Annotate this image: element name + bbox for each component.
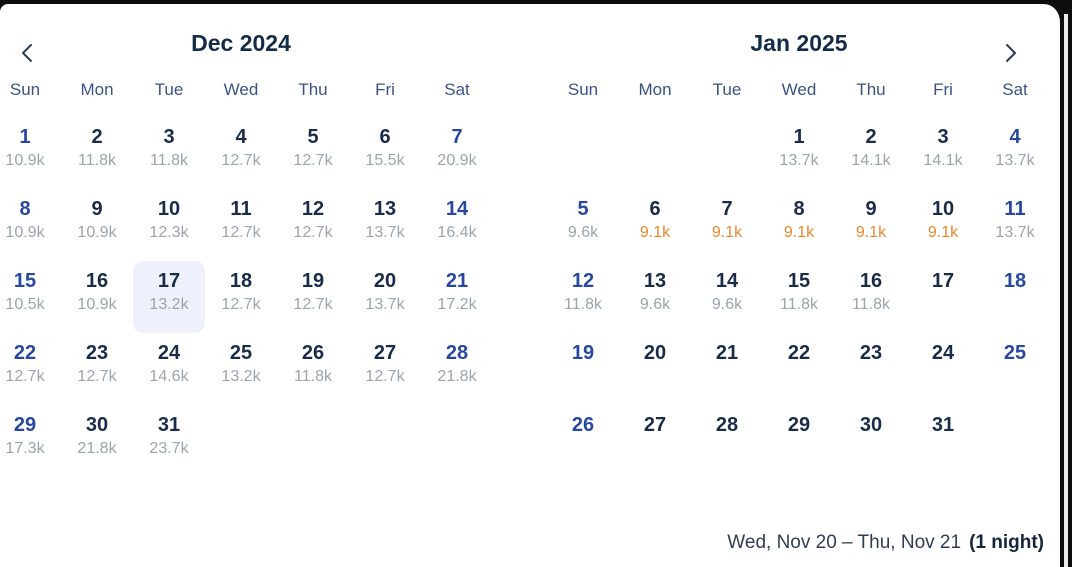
day-price: 15.5k — [365, 152, 405, 169]
day-number: 14 — [445, 198, 469, 220]
day-number: 1 — [793, 126, 805, 148]
month-dec-2024 — [0, 4, 493, 477]
day-number: 16 — [859, 270, 883, 292]
month-title: Dec 2024 — [191, 30, 291, 56]
day-number: 23 — [859, 342, 883, 364]
weekday-label: Wed — [781, 80, 817, 99]
day-cell[interactable] — [349, 189, 421, 261]
day-number: 10 — [931, 198, 955, 220]
weekday-label: Thu — [856, 80, 886, 99]
day-price: 12.7k — [77, 368, 117, 385]
day-price: 9.6k — [711, 296, 743, 313]
day-price: 11.8k — [294, 368, 332, 385]
day-cell[interactable] — [907, 405, 979, 477]
day-cell[interactable] — [0, 261, 61, 333]
day-number: 13 — [643, 270, 667, 292]
day-cell[interactable] — [907, 261, 979, 333]
day-number: 28 — [715, 414, 739, 436]
day-number: 26 — [301, 342, 325, 364]
weekday-header-row — [547, 80, 1051, 100]
day-cell[interactable] — [421, 189, 493, 261]
date-picker-panel — [0, 4, 1062, 567]
month-jan-2025 — [547, 4, 1051, 477]
day-cell[interactable] — [619, 405, 691, 477]
day-number: 31 — [157, 414, 181, 436]
day-number: 12 — [571, 270, 595, 292]
day-price: 9.1k — [711, 224, 743, 241]
day-cell[interactable] — [835, 261, 907, 333]
day-number: 30 — [859, 414, 883, 436]
day-cell[interactable] — [61, 117, 133, 189]
day-cell[interactable] — [277, 117, 349, 189]
day-cell[interactable] — [205, 189, 277, 261]
day-cell[interactable] — [277, 189, 349, 261]
day-number: 6 — [649, 198, 661, 220]
day-price: 12.3k — [149, 224, 189, 241]
day-number: 22 — [13, 342, 37, 364]
day-cell[interactable] — [691, 261, 763, 333]
day-cell[interactable] — [349, 333, 421, 405]
day-cell[interactable] — [835, 333, 907, 405]
day-cell[interactable] — [907, 333, 979, 405]
day-cell[interactable] — [763, 405, 835, 477]
day-number: 20 — [643, 342, 667, 364]
weekday-label: Fri — [933, 80, 953, 99]
day-number: 28 — [445, 342, 469, 364]
day-cell[interactable] — [979, 261, 1051, 333]
day-price: 12.7k — [221, 224, 261, 241]
weekday-label: Tue — [712, 80, 742, 99]
day-number: 10 — [157, 198, 181, 220]
day-number: 13 — [373, 198, 397, 220]
day-cell[interactable] — [349, 261, 421, 333]
day-number: 2 — [865, 126, 877, 148]
day-price: 12.7k — [293, 296, 333, 313]
day-price: 23.7k — [149, 440, 189, 457]
day-cell[interactable] — [763, 117, 835, 189]
day-price: 12.7k — [293, 224, 333, 241]
day-price: 13.7k — [995, 224, 1035, 241]
selected-date-range — [727, 532, 1044, 554]
day-cell[interactable] — [0, 189, 61, 261]
day-price: 9.1k — [639, 224, 671, 241]
date-range-text: Wed, Nov 20 – Thu, Nov 21 — [727, 532, 962, 553]
day-price: 13.7k — [365, 296, 405, 313]
day-cell[interactable] — [907, 117, 979, 189]
day-number: 29 — [13, 414, 37, 436]
day-price: 17.3k — [5, 440, 45, 457]
day-price: 10.9k — [5, 224, 45, 241]
day-number: 16 — [85, 270, 109, 292]
day-price: 9.1k — [855, 224, 887, 241]
day-cell[interactable] — [835, 189, 907, 261]
day-cell[interactable] — [421, 117, 493, 189]
day-number: 6 — [379, 126, 391, 148]
day-cell[interactable] — [619, 261, 691, 333]
day-price: 11.8k — [780, 296, 818, 313]
weekday-header-row — [0, 80, 493, 100]
weekday-label: Sat — [444, 80, 470, 99]
day-cell[interactable] — [763, 189, 835, 261]
day-price: 13.7k — [365, 224, 405, 241]
day-cell[interactable] — [61, 261, 133, 333]
day-price: 10.9k — [5, 152, 45, 169]
day-number: 19 — [571, 342, 595, 364]
day-number: 14 — [715, 270, 739, 292]
day-price: 11.8k — [852, 296, 890, 313]
month-title: Jan 2025 — [750, 30, 848, 56]
day-number: 5 — [577, 198, 589, 220]
day-cell[interactable] — [349, 117, 421, 189]
day-cell[interactable] — [619, 333, 691, 405]
weekday-label: Tue — [154, 80, 184, 99]
day-cell[interactable] — [421, 333, 493, 405]
day-cell[interactable] — [61, 333, 133, 405]
day-price: 12.7k — [293, 152, 333, 169]
day-cell[interactable] — [61, 189, 133, 261]
day-cell[interactable] — [547, 405, 619, 477]
day-cell[interactable] — [835, 117, 907, 189]
day-cell[interactable] — [61, 405, 133, 477]
day-cell[interactable] — [277, 261, 349, 333]
day-number: 12 — [301, 198, 325, 220]
day-number: 24 — [931, 342, 955, 364]
day-cell[interactable] — [133, 189, 205, 261]
weekday-label: Mon — [638, 80, 672, 99]
day-price: 12.7k — [5, 368, 45, 385]
day-price: 9.6k — [639, 296, 671, 313]
day-price: 16.4k — [437, 224, 477, 241]
day-number: 21 — [715, 342, 739, 364]
weekday-label: Wed — [223, 80, 259, 99]
day-number: 9 — [865, 198, 877, 220]
day-number: 4 — [1009, 126, 1021, 148]
day-cell[interactable] — [133, 333, 205, 405]
day-number: 22 — [787, 342, 811, 364]
day-number: 27 — [373, 342, 397, 364]
day-number: 25 — [1003, 342, 1027, 364]
day-number: 7 — [721, 198, 733, 220]
day-price: 12.7k — [365, 368, 405, 385]
day-number: 4 — [235, 126, 247, 148]
day-cell[interactable] — [0, 333, 61, 405]
day-cell[interactable] — [547, 261, 619, 333]
calendar-grid — [547, 117, 1051, 477]
day-number: 5 — [307, 126, 319, 148]
day-price: 9.1k — [927, 224, 959, 241]
day-cell[interactable] — [0, 405, 61, 477]
day-cell[interactable] — [691, 405, 763, 477]
day-price: 21.8k — [437, 368, 477, 385]
day-number: 8 — [19, 198, 31, 220]
day-price: 17.2k — [437, 296, 477, 313]
day-number: 11 — [230, 198, 252, 220]
day-cell[interactable] — [979, 333, 1051, 405]
day-number: 27 — [643, 414, 667, 436]
day-price: 13.7k — [779, 152, 819, 169]
day-number: 8 — [793, 198, 805, 220]
day-number: 2 — [91, 126, 103, 148]
day-cell[interactable] — [205, 333, 277, 405]
day-cell[interactable] — [0, 117, 61, 189]
day-number: 7 — [451, 126, 463, 148]
day-price: 13.2k — [221, 368, 261, 385]
weekday-label: Mon — [80, 80, 114, 99]
weekday-label: Sun — [9, 80, 41, 99]
day-cell[interactable] — [691, 333, 763, 405]
day-price: 11.8k — [150, 152, 188, 169]
day-cell[interactable] — [277, 333, 349, 405]
day-number: 3 — [163, 126, 175, 148]
day-price: 13.7k — [995, 152, 1035, 169]
day-price: 12.7k — [221, 296, 261, 313]
day-price: 13.2k — [149, 296, 189, 313]
day-cell[interactable] — [763, 333, 835, 405]
day-price: 9.6k — [567, 224, 599, 241]
day-number: 19 — [301, 270, 325, 292]
weekday-label: Fri — [375, 80, 395, 99]
nights-count: (1 night) — [969, 532, 1044, 553]
day-price: 10.5k — [5, 296, 45, 313]
day-cell[interactable] — [907, 189, 979, 261]
day-cell[interactable] — [547, 189, 619, 261]
day-price: 10.9k — [77, 296, 117, 313]
day-number: 29 — [787, 414, 811, 436]
day-number: 17 — [157, 270, 181, 292]
day-cell[interactable] — [835, 405, 907, 477]
day-cell[interactable] — [547, 333, 619, 405]
day-cell[interactable] — [205, 261, 277, 333]
weekday-label: Sun — [567, 80, 599, 99]
background-sliver — [1064, 14, 1068, 567]
day-price: 14.1k — [851, 152, 891, 169]
day-number: 25 — [229, 342, 253, 364]
day-cell[interactable] — [691, 189, 763, 261]
day-number: 24 — [157, 342, 181, 364]
day-price: 11.8k — [564, 296, 602, 313]
day-price: 12.7k — [221, 152, 261, 169]
day-number: 20 — [373, 270, 397, 292]
day-price: 10.9k — [77, 224, 117, 241]
day-number: 26 — [571, 414, 595, 436]
day-number: 15 — [787, 270, 811, 292]
day-number: 17 — [931, 270, 955, 292]
day-number: 23 — [85, 342, 109, 364]
day-cell[interactable] — [205, 117, 277, 189]
day-number: 9 — [91, 198, 103, 220]
day-cell[interactable] — [619, 189, 691, 261]
day-number: 18 — [229, 270, 253, 292]
day-cell[interactable] — [763, 261, 835, 333]
day-cell[interactable] — [133, 405, 205, 477]
day-number: 21 — [445, 270, 469, 292]
day-price: 14.1k — [923, 152, 963, 169]
day-cell[interactable] — [979, 117, 1051, 189]
day-price: 14.6k — [149, 368, 189, 385]
day-price: 21.8k — [77, 440, 117, 457]
day-price: 9.1k — [783, 224, 815, 241]
day-price: 20.9k — [437, 152, 477, 169]
day-cell[interactable] — [133, 261, 205, 333]
day-number: 3 — [937, 126, 949, 148]
day-cell[interactable] — [421, 261, 493, 333]
day-number: 18 — [1003, 270, 1027, 292]
day-number: 1 — [19, 126, 31, 148]
weekday-label: Sat — [1002, 80, 1028, 99]
day-cell[interactable] — [133, 117, 205, 189]
day-number: 30 — [85, 414, 109, 436]
day-number: 15 — [13, 270, 37, 292]
calendar-grid — [0, 117, 493, 477]
day-number: 11 — [1004, 198, 1026, 220]
day-number: 31 — [931, 414, 955, 436]
weekday-label: Thu — [298, 80, 328, 99]
day-price: 11.8k — [78, 152, 116, 169]
day-cell[interactable] — [979, 189, 1051, 261]
